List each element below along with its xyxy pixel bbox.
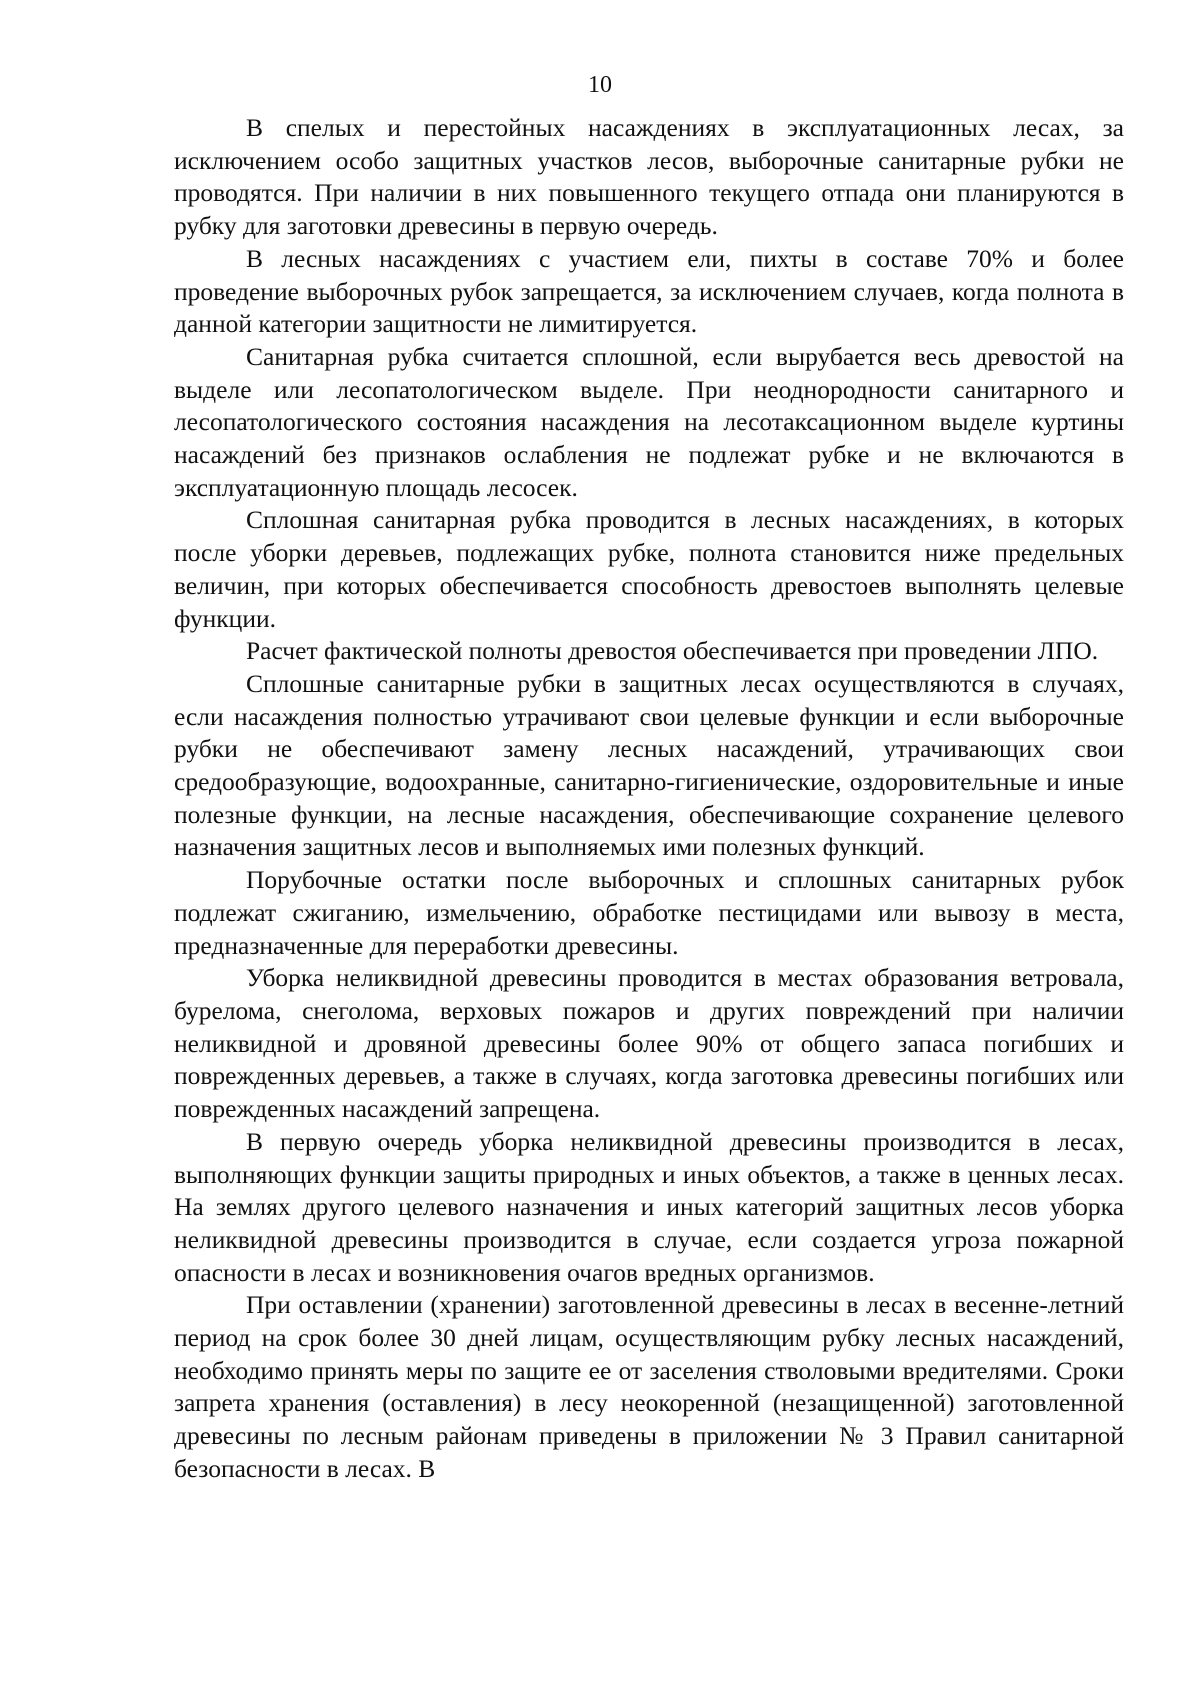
document-body xyxy=(174,112,1124,1486)
paragraph-5: Расчет фактической полноты древостоя обеспечивается при проведении ЛПО. xyxy=(246,636,1099,666)
paragraph-3: Санитарная рубка считается сплошной, если вырубается весь древостой на выделе или лесопатологическом выделе. При неоднородности санитарного и лесопатологического состояния насаждения на лесотаксационном выделе куртины насаждений без признаков ослабления не подлежат рубке и не включаются в эксплуатационную площадь лесосек. xyxy=(174,341,1124,502)
paragraph-10: При оставлении (хранении) заготовленной древесины в лесах в весенне-летний период на срок более 30 дней лицам, осуществляющим рубку лесных насаждений, необходимо принять меры по защите ее от заселения стволовыми вредителями. Сроки запрета хранения (оставления) в лесу неокоренной (незащищенной) заготовленной древесины по лесным районам приведены в приложении № 3 Правил санитарной безопасности в лесах. В xyxy=(174,1290,1124,1483)
paragraph-9: В первую очередь уборка неликвидной древесины производится в лесах, выполняющих функции защиты природных и иных объектов, а также в ценных лесах. На землях другого целевого назначения и иных категорий защитных лесов уборка неликвидной древесины производится в случае, если создается угроза пожарной опасности в лесах и возникновения очагов вредных организмов. xyxy=(174,1126,1124,1287)
paragraph-1: В спелых и перестойных насаждениях в эксплуатационных лесах, за исключением особо защитных участков лесов, выборочные санитарные рубки не проводятся. При наличии в них повышенного текущего отпада они планируются в рубку для заготовки древесины в первую очередь. xyxy=(174,113,1124,241)
paragraph-8: Уборка неликвидной древесины проводится в местах образования ветровала, бурелома, снеголома, верховых пожаров и других повреждений при наличии неликвидной и дровяной древесины более 90% от общего запаса погибших и поврежденных деревьев, а также в случаях, когда заготовка древесины погибших или поврежденных насаждений запрещена. xyxy=(174,963,1124,1124)
paragraph-4: Сплошная санитарная рубка проводится в лесных насаждениях, в которых после уборки деревьев, подлежащих рубке, полнота становится ниже предельных величин, при которых обеспечивается способность древостоев выполнять целевые функции. xyxy=(174,505,1124,633)
paragraph-7: Порубочные остатки после выборочных и сплошных санитарных рубок подлежат сжиганию, измельчению, обработке пестицидами или вывозу в места, предназначенные для переработки древесины. xyxy=(174,865,1124,960)
paragraph-2: В лесных насаждениях с участием ели, пихты в составе 70% и более проведение выборочных рубок запрещается, за исключением случаев, когда полнота в данной категории защитности не лимитируется. xyxy=(174,243,1124,339)
paragraph-6: Сплошные санитарные рубки в защитных лесах осуществляются в случаях, если насаждения полностью утрачивают свои целевые функции и если выборочные рубки не обеспечивают замену лесных насаждений, утрачивающих свои средообразующие, водоохранные, санитарно-гигиенические, оздоровительные и иные полезные функции, на лесные насаждения, обеспечивающие сохранение целевого назначения защитных лесов и выполняемых ими полезных функций. xyxy=(174,668,1124,862)
page-number: 10 xyxy=(588,72,612,98)
